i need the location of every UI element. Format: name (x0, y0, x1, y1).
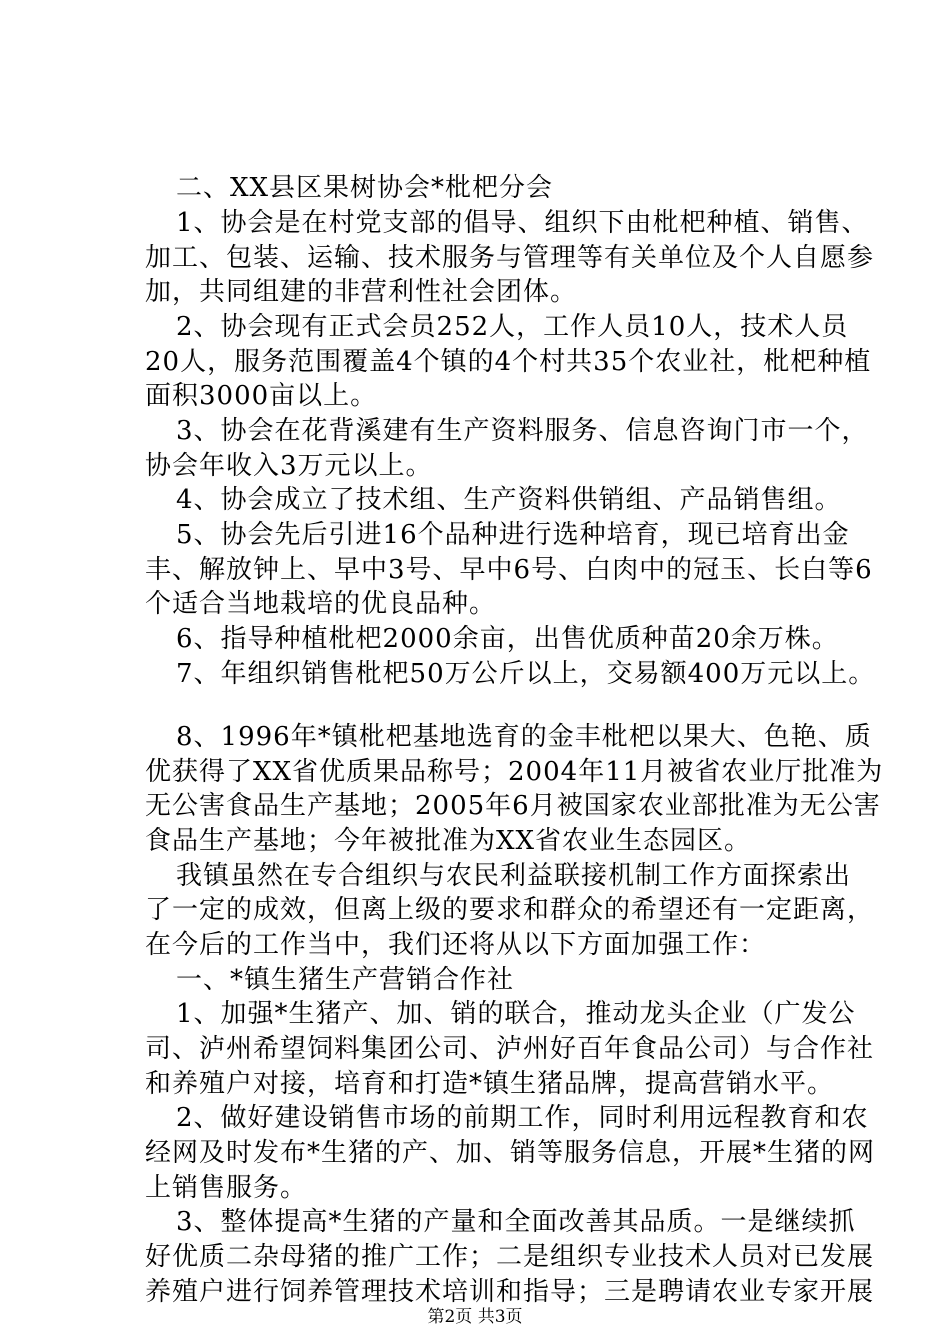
paragraph-line: 3、整体提高*生猪的产量和全面改善其品质。一是继续抓 (176, 1207, 856, 1237)
paragraph-line: 加工、包装、运输、技术服务与管理等有关单位及个人自愿参 (145, 243, 875, 273)
section-heading: 二、XX县区果树协会*枇杷分会 (176, 173, 554, 203)
paragraph-line: 和养殖户对接，培育和打造*镇生猪品牌，提高营销水平。 (145, 1069, 835, 1099)
paragraph-line: 3、协会在花背溪建有生产资料服务、信息咨询门市一个， (176, 416, 869, 446)
paragraph-line: 上销售服务。 (145, 1173, 308, 1203)
paragraph-line: 协会年收入3万元以上。 (145, 451, 433, 481)
paragraph-line: 8、1996年*镇枇杷基地选育的金丰枇杷以果大、色艳、质 (176, 722, 872, 752)
paragraph-line: 20人，服务范围覆盖4个镇的4个村共35个农业社，枇杷种植 (145, 347, 872, 377)
paragraph-line: 加，共同组建的非营利性社会团体。 (145, 277, 578, 307)
paragraph-line: 5、协会先后引进16个品种进行选种培育，现已培育出金 (176, 520, 850, 550)
paragraph-line: 6、指导种植枇杷2000余亩，出售优质种苗20余万株。 (176, 624, 839, 654)
paragraph-line: 在今后的工作当中，我们还将从以下方面加强工作： (145, 930, 767, 960)
paragraph-line: 无公害食品生产基地；2005年6月被国家农业部批准为无公害 (145, 791, 881, 821)
paragraph-line: 司、泸州希望饲料集团公司、泸州好百年食品公司）与合作社 (145, 1034, 875, 1064)
paragraph-line: 丰、解放钟上、早中3号、早中6号、白肉中的冠玉、长白等6 (145, 555, 873, 585)
paragraph-line: 好优质二杂母猪的推广工作；二是组织专业技术人员对已发展 (145, 1242, 875, 1272)
paragraph-line: 优获得了XX省优质果品称号；2004年11月被省农业厅批准为 (145, 757, 884, 787)
paragraph-line: 经网及时发布*生猪的产、加、销等服务信息，开展*生猪的网 (145, 1138, 876, 1168)
paragraph-line: 面积3000亩以上。 (145, 381, 378, 411)
paragraph-line: 个适合当地栽培的优良品种。 (145, 589, 497, 619)
paragraph-line: 4、协会成立了技术组、生产资料供销组、产品销售组。 (176, 485, 842, 515)
paragraph-line: 2、协会现有正式会员252人，工作人员10人，技术人员 (176, 312, 849, 342)
section-heading: 一、*镇生猪生产营销合作社 (176, 965, 515, 995)
paragraph-line: 了一定的成效，但离上级的要求和群众的希望还有一定距离， (145, 895, 875, 925)
paragraph-line: 1、加强*生猪产、加、销的联合，推动龙头企业（广发公 (176, 999, 856, 1029)
paragraph-line: 2、做好建设销售市场的前期工作，同时利用远程教育和农 (176, 1103, 869, 1133)
paragraph-line: 7、年组织销售枇杷50万公斤以上，交易额400万元以上。 (176, 659, 876, 689)
paragraph-line: 1、协会是在村党支部的倡导、组织下由枇杷种植、销售、 (176, 208, 869, 238)
paragraph-line: 我镇虽然在专合组织与农民利益联接机制工作方面探索出 (176, 861, 852, 891)
paragraph-line: 食品生产基地；今年被批准为XX省农业生态园区。 (145, 826, 752, 856)
page-number-footer: 第2页 共3页 (427, 1307, 523, 1327)
paragraph-line: 养殖户进行饲养管理技术培训和指导；三是聘请农业专家开展 (145, 1277, 875, 1307)
